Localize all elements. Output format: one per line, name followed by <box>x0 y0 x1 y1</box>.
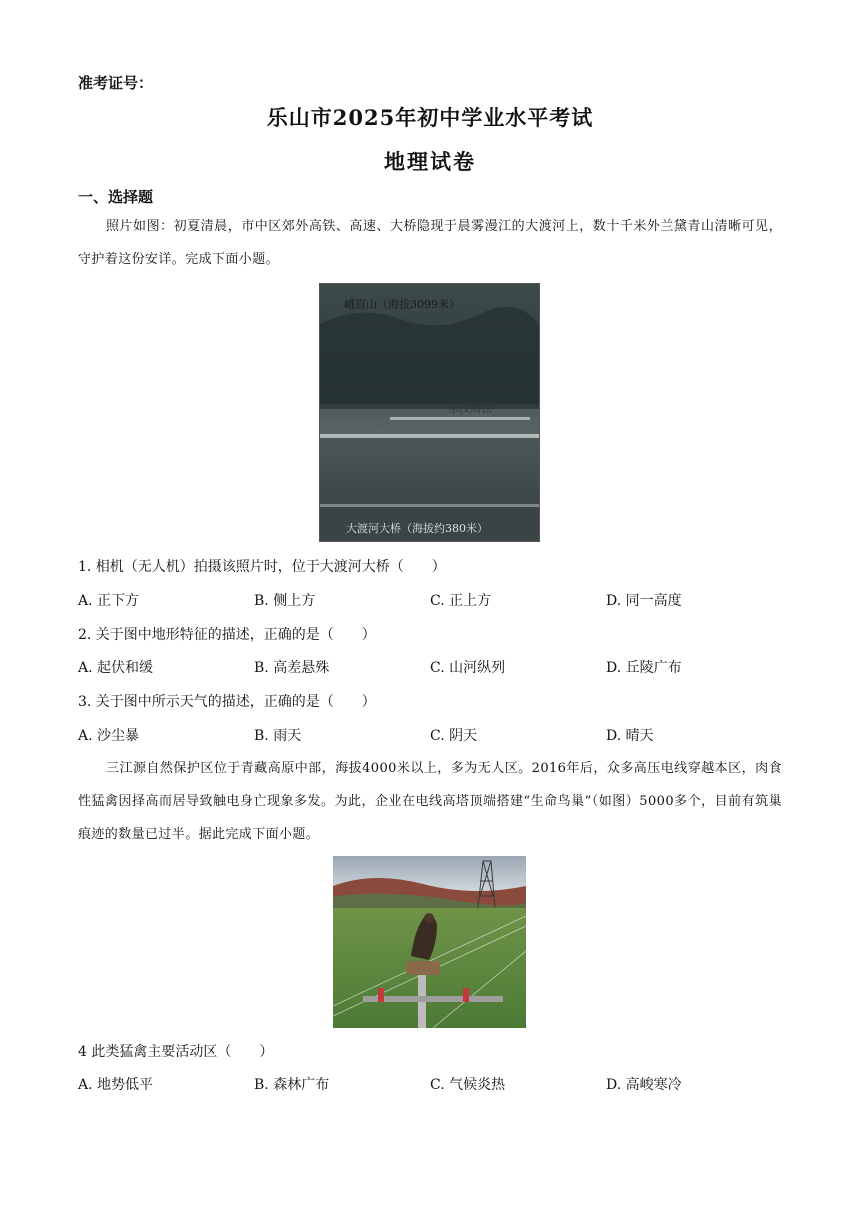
q3-option-b: B. 雨天 <box>254 728 302 744</box>
q2-option-a: A. 起伏和缓 <box>78 660 154 676</box>
bird-nest-photo <box>333 856 526 1028</box>
photo1-label-top: 峨眉山（海拔3099米） <box>344 298 460 311</box>
q1-option-c: C. 正上方 <box>430 593 492 609</box>
question-4: 4 此类猛禽主要活动区（ ） <box>78 1044 274 1060</box>
q3-option-c: C. 阴天 <box>430 728 478 744</box>
q2-option-b: B. 高差悬殊 <box>254 660 330 676</box>
bird-nest-illustration <box>333 856 526 1028</box>
q4-option-b: B. 森林广布 <box>254 1077 330 1093</box>
q3-option-a: A. 沙尘暴 <box>78 728 140 744</box>
q1-option-b: B. 侧上方 <box>254 593 316 609</box>
photo1-label-bottom: 大渡河大桥（海拔约380米） <box>346 522 488 535</box>
photo1-label-mid: 乐汉高铁 <box>448 402 492 415</box>
river-fog-photo <box>319 283 540 542</box>
q4-option-d: D. 高峻寒冷 <box>606 1077 682 1093</box>
q2-option-d: D. 丘陵广布 <box>606 660 682 676</box>
q4-option-a: A. 地势低平 <box>78 1077 154 1093</box>
passage-2: 三江源自然保护区位于青藏高原中部，海拔4000米以上，多为无人区。2016年后，众多高压电线穿越本区，肉食性猛禽因择高而居导致触电身亡现象多发。为此，企业在电线高塔顶端搭建“生命鸟巢”（如图）5000多个，目前有筑巢痕迹的数量已过半。据此完成下面小题。 <box>78 761 782 842</box>
section-heading: 一、选择题 <box>78 188 154 206</box>
q3-option-d: D. 晴天 <box>606 728 654 744</box>
exam-subtitle: 地理试卷 <box>384 149 476 174</box>
exam-id-label: 准考证号： <box>78 74 154 92</box>
question-2: 2. 关于图中地形特征的描述，正确的是（ ） <box>78 627 376 643</box>
exam-title: 乐山市2025年初中学业水平考试 <box>266 105 594 130</box>
passage-1: 照片如图：初夏清晨，市中区郊外高铁、高速、大桥隐现于晨雾漫江的大渡河上，数十千米外兰黛青山清晰可见，守护着这份安详。完成下面小题。 <box>78 219 782 267</box>
q1-option-a: A. 正下方 <box>78 593 140 609</box>
question-3: 3. 关于图中所示天气的描述，正确的是（ ） <box>78 694 376 710</box>
q4-option-c: C. 气候炎热 <box>430 1077 506 1093</box>
question-1: 1. 相机（无人机）拍摄该照片时，位于大渡河大桥（ ） <box>78 559 446 575</box>
q2-option-c: C. 山河纵列 <box>430 660 506 676</box>
river-fog-illustration <box>320 284 540 542</box>
q1-option-d: D. 同一高度 <box>606 593 682 609</box>
